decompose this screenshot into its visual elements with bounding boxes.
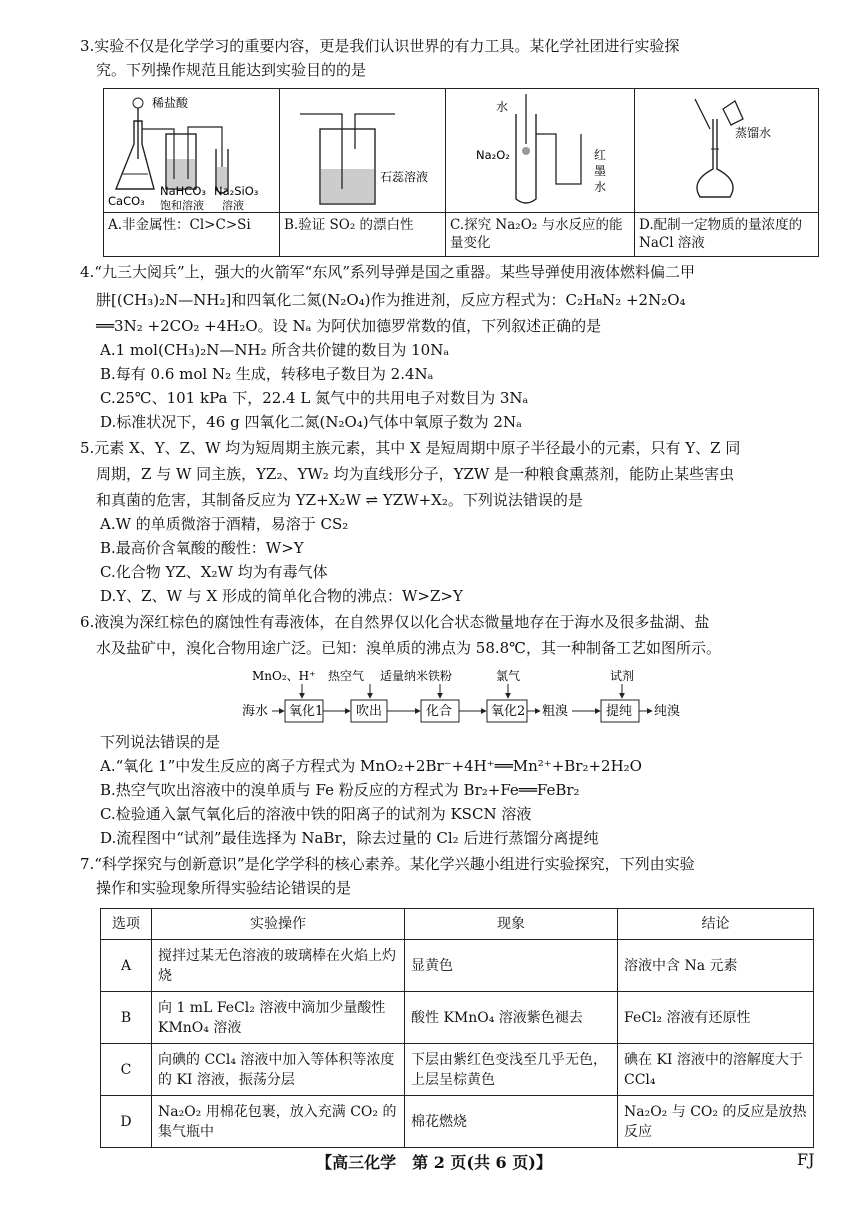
flow-reagent-iron: 适量纳米铁粉 [380, 669, 453, 683]
table-header-row [101, 909, 814, 940]
fig-b-drawing [280, 89, 445, 212]
option-d-caption: D.配制一定物质的量浓度的 NaCl 溶液 [635, 213, 819, 257]
q4-stem-line1: 4.“九三大阅兵”上，强大的火箭军“东风”系列导弹是国之重器。某些导弹使用液体燃料偏二甲 [80, 263, 695, 281]
flow-reagent-chlorine: 氯气 [496, 669, 521, 683]
q5-option-c: C.化合物 YZ、X₂W 均为有毒气体 [100, 563, 328, 581]
row-a-operation: 搅拌过某无色溶液的玻璃棒在火焰上灼烧 [152, 940, 405, 992]
flow-node-oxidation1: 氧化1 [289, 704, 324, 719]
fig-d-label-water: 蒸馏水 [735, 126, 772, 140]
row-c-phenomenon: 下层由紫红色变浅至几乎无色，上层呈棕黄色 [405, 1044, 618, 1096]
bromine-process-flowchart [240, 668, 710, 728]
fig-c-label-water2: 水 [594, 180, 607, 194]
fig-a-label-nahco3: NaHCO₃ [160, 184, 206, 198]
q4-option-b: B.每有 0.6 mol N₂ 生成，转移电子数目为 2.4Nₐ [100, 365, 434, 383]
q4-option-d: D.标准状况下，46 g 四氧化二氮(N₂O₄)气体中氧原子数为 2Nₐ [100, 413, 522, 431]
fig-c-apparatus [446, 89, 635, 213]
q3-stem-line1: 3.实验不仅是化学学习的重要内容，更是我们认识世界的有力工具。某化学社团进行实验探 [80, 37, 680, 55]
fig-c-drawing [446, 89, 634, 212]
fig-c-label-water: 水 [496, 100, 509, 114]
option-b-caption: B.验证 SO₂ 的漂白性 [280, 213, 446, 257]
header-phenomenon: 现象 [405, 909, 618, 940]
row-c-option: C [101, 1044, 152, 1096]
q4-option-a: A.1 mol(CH₃)₂N—NH₂ 所含共价键的数目为 10Nₐ [100, 341, 450, 359]
flow-reagent-reagent: 试剂 [610, 669, 635, 683]
row-b-option: B [101, 992, 152, 1044]
fig-a-drawing [104, 89, 279, 212]
flow-reagent-hot-air: 热空气 [328, 669, 365, 683]
row-b-operation: 向 1 mL FeCl₂ 溶液中滴加少量酸性 KMnO₄ 溶液 [152, 992, 405, 1044]
fig-d-apparatus [635, 89, 819, 213]
flow-node-combination: 化合 [426, 704, 453, 719]
row-a-option: A [101, 940, 152, 992]
fig-b-label-litmus: 石蕊溶液 [380, 170, 429, 184]
page-footer: 【高三化学 第 2 页(共 6 页)】 [316, 1153, 552, 1172]
q6-stem-question: 下列说法错误的是 [100, 733, 221, 751]
table-row [101, 1044, 814, 1096]
fig-c-label-red: 红 [594, 148, 607, 162]
flow-node-seawater: 海水 [242, 704, 269, 719]
row-d-option: D [101, 1096, 152, 1148]
row-a-phenomenon: 显黄色 [405, 940, 618, 992]
fig-a-label-caco3: CaCO₃ [108, 194, 145, 208]
row-d-phenomenon: 棉花燃烧 [405, 1096, 618, 1148]
flow-node-oxidation2: 氧化2 [491, 704, 526, 719]
row-c-operation: 向碘的 CCl₄ 溶液中加入等体积等浓度的 KI 溶液，振荡分层 [152, 1044, 405, 1096]
fig-a-label-na2sio3: Na₂SiO₃ [214, 184, 259, 198]
header-conclusion: 结论 [618, 909, 814, 940]
q6-option-c: C.检验通入氯气氧化后的溶液中铁的阳离子的试剂为 KSCN 溶液 [100, 805, 532, 823]
flow-reagent-mno2: MnO₂、H⁺ [252, 669, 316, 683]
q4-option-c: C.25℃、101 kPa 下，22.4 L 氮气中的共用电子对数目为 3Nₐ [100, 389, 529, 407]
q3-stem-line2: 究。下列操作规范且能达到实验目的的是 [96, 61, 367, 79]
table-row [101, 940, 814, 992]
fig-b-apparatus [280, 89, 446, 213]
flow-node-pure-bromine: 纯溴 [654, 704, 681, 719]
fig-a-label-solution: 溶液 [222, 199, 244, 212]
q4-stem-line3: ══3N₂ +2CO₂ +4H₂O。设 Nₐ 为阿伏加德罗常数的值，下列叙述正确的是 [96, 317, 602, 335]
row-a-conclusion: 溶液中含 Na 元素 [618, 940, 814, 992]
flow-node-blowout: 吹出 [356, 704, 383, 719]
q5-option-d: D.Y、Z、W 与 X 形成的简单化合物的沸点：W>Z>Y [100, 587, 463, 605]
fig-c-label-ink: 墨 [594, 164, 607, 178]
q6-option-b: B.热空气吹出溶液中的溴单质与 Fe 粉反应的方程式为 Br₂+Fe══FeBr₂ [100, 781, 580, 799]
q5-option-b: B.最高价含氧酸的酸性：W>Y [100, 539, 304, 557]
option-c-caption: C.探究 Na₂O₂ 与水反应的能量变化 [446, 213, 635, 257]
row-b-conclusion: FeCl₂ 溶液有还原性 [618, 992, 814, 1044]
q6-option-d: D.流程图中“试剂”最佳选择为 NaBr，除去过量的 Cl₂ 后进行蒸馏分离提纯 [100, 829, 599, 847]
row-d-operation: Na₂O₂ 用棉花包裹，放入充满 CO₂ 的集气瓶中 [152, 1096, 405, 1148]
row-c-conclusion: 碘在 KI 溶液中的溶解度大于 CCl₄ [618, 1044, 814, 1096]
header-operation: 实验操作 [152, 909, 405, 940]
q6-stem-line1: 6.液溴为深红棕色的腐蚀性有毒液体，在自然界仅以化合状态微量地存在于海水及很多盐湖、盐 [80, 613, 710, 631]
q7-experiment-table [100, 908, 814, 1148]
q7-stem-line2: 操作和实验现象所得实验结论错误的是 [96, 879, 352, 897]
paper-code: FJ [797, 1150, 815, 1169]
fig-a-apparatus [104, 89, 280, 213]
row-b-phenomenon: 酸性 KMnO₄ 溶液紫色褪去 [405, 992, 618, 1044]
q6-stem-line2: 水及盐矿中，溴化合物用途广泛。已知：溴单质的沸点为 58.8℃，其一种制备工艺如图所示。 [96, 639, 721, 657]
q4-stem-line2: 肼[(CH₃)₂N—NH₂]和四氧化二氮(N₂O₄)作为推进剂，反应方程式为：C₂H₈N₂ +2N₂O₄ [96, 291, 686, 309]
row-d-conclusion: Na₂O₂ 与 CO₂ 的反应是放热反应 [618, 1096, 814, 1148]
q5-stem-line1: 5.元素 X、Y、Z、W 均为短周期主族元素，其中 X 是短周期中原子半径最小的元素，只有 Y、Z 同 [80, 439, 741, 457]
fig-c-label-na2o2: Na₂O₂ [476, 148, 510, 162]
q5-stem-line2: 周期，Z 与 W 同主族，YZ₂、YW₂ 均为直线形分子，YZW 是一种粮食熏蒸剂，能防止某些害虫 [96, 465, 735, 483]
q3-figure-table [103, 88, 819, 257]
q5-option-a: A.W 的单质微溶于酒精，易溶于 CS₂ [100, 515, 349, 533]
table-row [101, 992, 814, 1044]
flow-node-crude-bromine: 粗溴 [542, 704, 569, 719]
option-a-caption: A.非金属性：Cl>C>Si [104, 213, 280, 257]
q6-option-a: A.“氧化 1”中发生反应的离子方程式为 MnO₂+2Br⁻+4H⁺══Mn²⁺+Br₂+2H₂O [100, 757, 642, 775]
header-option: 选项 [101, 909, 152, 940]
fig-a-label-saturated: 饱和溶液 [160, 199, 204, 212]
q7-stem-line1: 7.“科学探究与创新意识”是化学学科的核心素养。某化学兴趣小组进行实验探究，下列由实验 [80, 855, 695, 873]
table-row [101, 1096, 814, 1148]
fig-d-drawing [635, 89, 818, 212]
flow-node-purify: 提纯 [606, 704, 633, 719]
fig-a-label-hcl: 稀盐酸 [152, 96, 189, 110]
q5-stem-line3: 和真菌的危害，其制备反应为 YZ+X₂W ⇌ YZW+X₂。下列说法错误的是 [96, 491, 583, 509]
